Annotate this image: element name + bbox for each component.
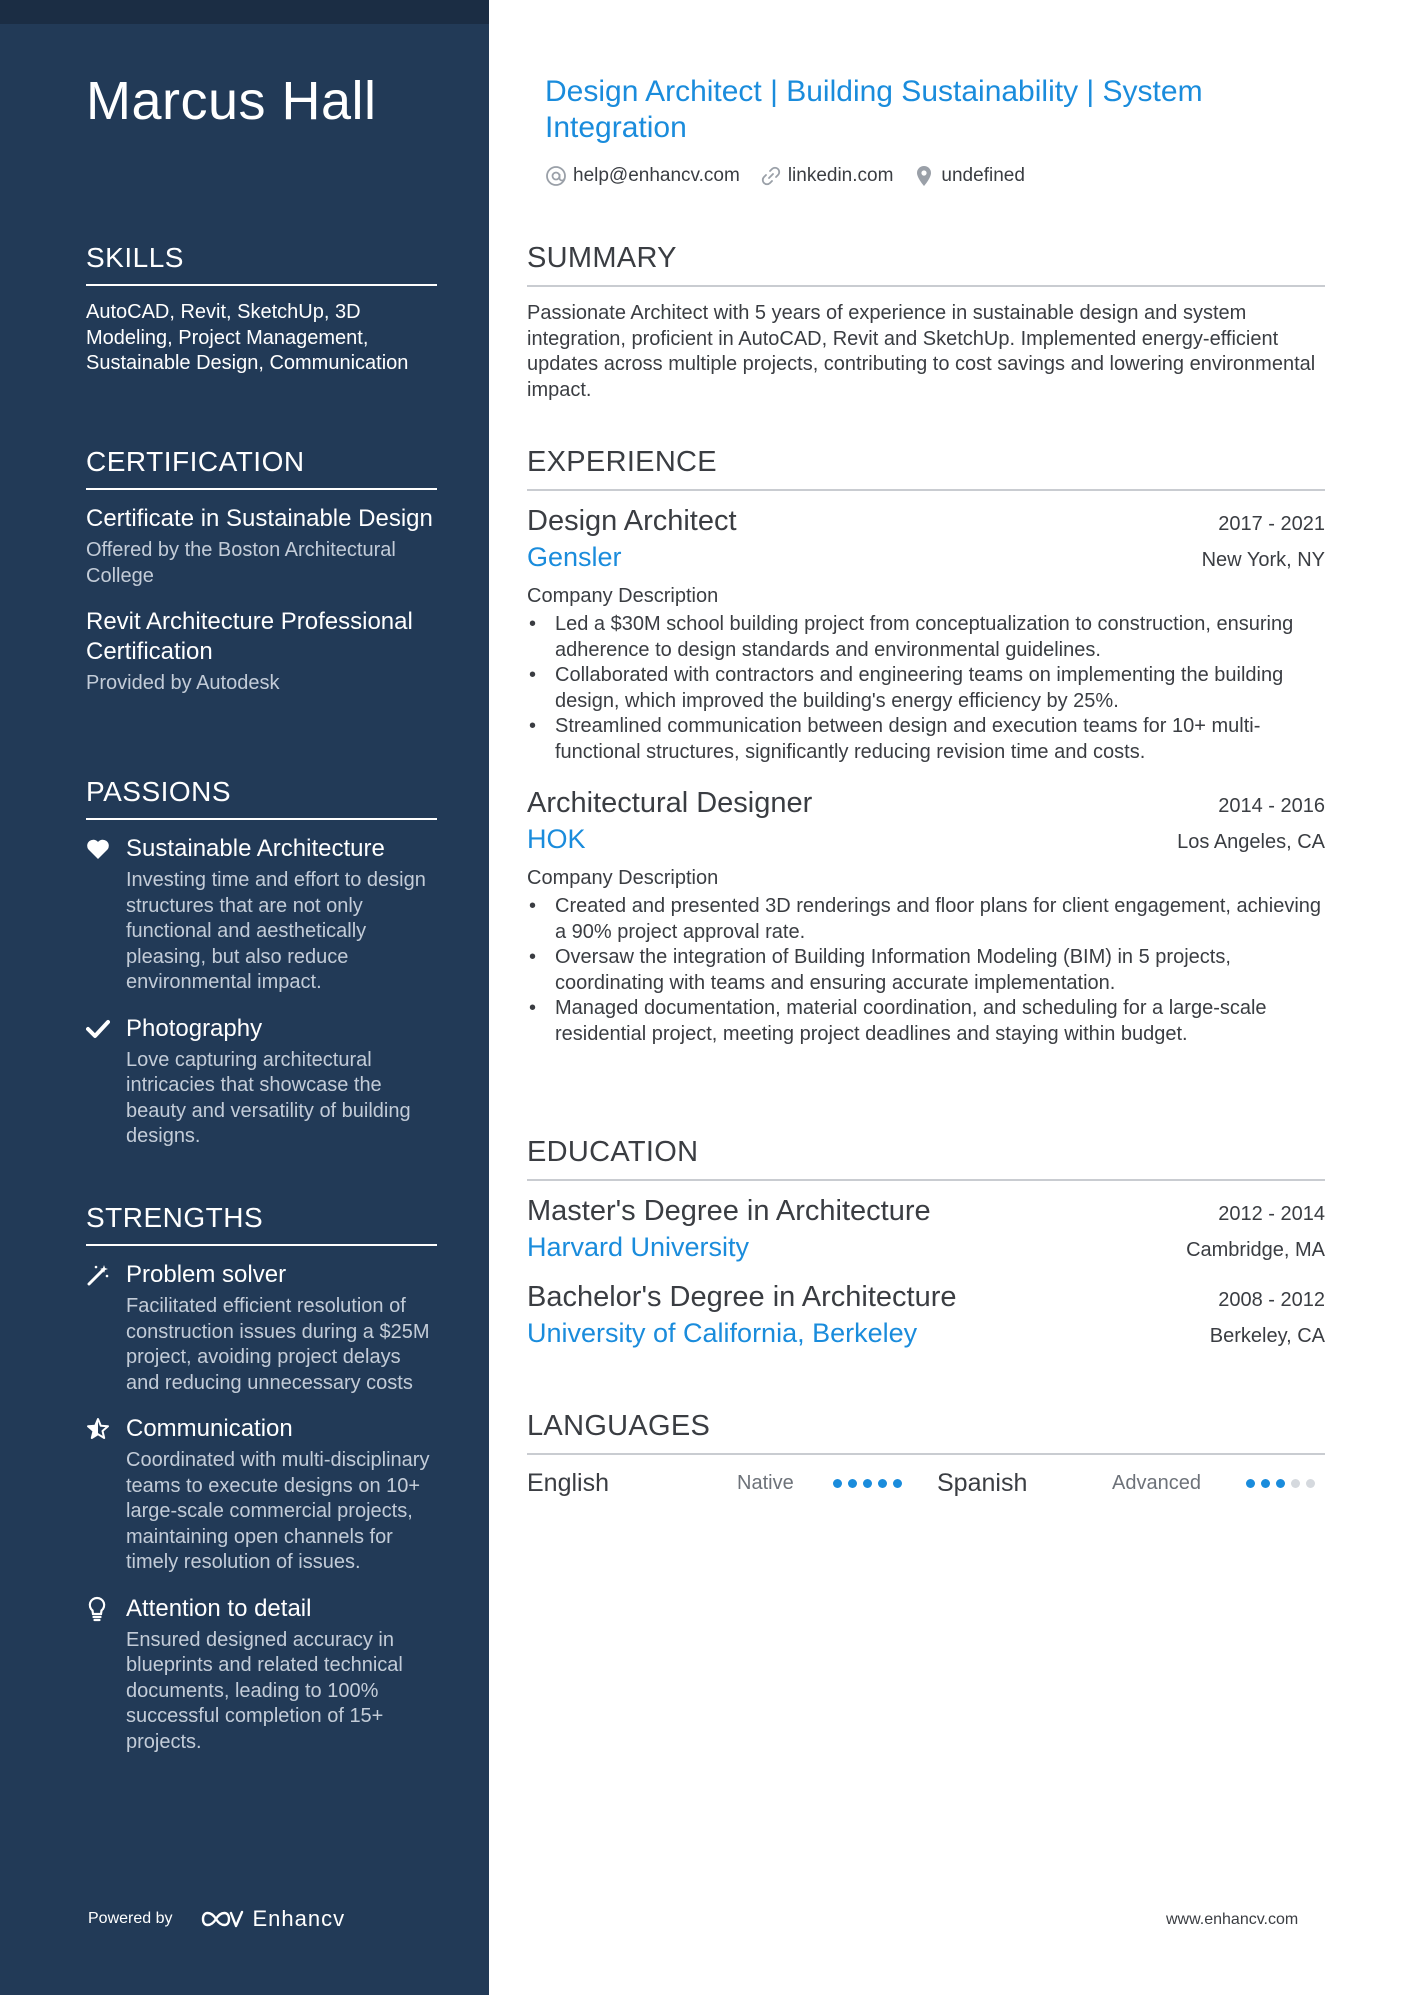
strength-title: Attention to detail: [126, 1594, 312, 1622]
star-icon: [86, 1414, 126, 1444]
job-bullet: • Led a $30M school building project from conceptualization to construction, ensuring adherence to design standards and environmental guidelines.: [527, 612, 1325, 663]
magic-wand-icon: [86, 1260, 126, 1290]
job-bullet: • Created and presented 3D renderings and floor plans for client engagement, achieving a 90% project approval rate.: [527, 894, 1325, 945]
heart-icon: [86, 834, 126, 864]
job-bullet: • Managed documentation, material coordination, and scheduling for a large-scale residential project, meeting project deadlines and staying within budget.: [527, 996, 1325, 1047]
strength-title: Communication: [126, 1415, 293, 1442]
proficiency-dot-empty: [1291, 1479, 1300, 1488]
proficiency-dot-empty: [1306, 1479, 1315, 1488]
proficiency-dot-filled: [1276, 1479, 1285, 1488]
job-bullet: • Oversaw the integration of Building Information Modeling (BIM) in 5 projects, coordinating with teams and ensuring accurate implementation.: [527, 945, 1325, 996]
passion-description: Love capturing architectural intricacies that showcase the beauty and versatility of building designs.: [126, 1048, 411, 1147]
at-icon: [545, 165, 567, 187]
skills-heading: SKILLS: [86, 242, 437, 286]
summary-heading: SUMMARY: [527, 242, 1325, 287]
contact-location-text: undefined: [941, 165, 1025, 186]
languages-section: [527, 1410, 1325, 1498]
footer-url[interactable]: www.enhancv.com: [1166, 1911, 1299, 1928]
certification-title: Certificate in Sustainable Design: [86, 505, 433, 532]
certification-title: Revit Architecture Professional Certification: [86, 608, 413, 665]
job-role: Design Architect: [527, 505, 737, 537]
enhancv-logo[interactable]: [199, 1906, 346, 1932]
summary-text: Passionate Architect with 5 years of experience in sustainable design and system integration, proficient in AutoCAD, Revit and SketchUp. Implemented energy-efficient updates across multiple projects, contributing to cost savings and lowering environmental impact.: [527, 302, 1316, 401]
proficiency-dot-filled: [863, 1479, 872, 1488]
enhancv-brand: Enhancv: [252, 1906, 346, 1931]
passions-heading: PASSIONS: [86, 776, 437, 820]
certification-item: [86, 504, 437, 589]
language-name: Spanish: [937, 1469, 1028, 1497]
education-school: Harvard University: [527, 1232, 750, 1262]
experience-section: [527, 446, 1325, 1047]
education-entry: [527, 1195, 1325, 1263]
job-company: Gensler: [527, 542, 622, 572]
job-bullets: [527, 894, 1325, 1047]
contact-linkedin-text: linkedin.com: [787, 165, 894, 186]
languages-row: [527, 1469, 1325, 1498]
proficiency-dot-filled: [878, 1479, 887, 1488]
powered-by-label: Powered by: [88, 1910, 173, 1927]
certification-issuer: Offered by the Boston Architectural College: [86, 539, 396, 587]
job-role: Architectural Designer: [527, 787, 813, 819]
language-level: Native: [737, 1472, 794, 1494]
company-description-label: Company Description: [527, 585, 719, 607]
contact-email-text: help@enhancv.com: [573, 165, 740, 186]
language-name: English: [527, 1469, 609, 1497]
strength-item: [86, 1594, 437, 1756]
sidebar-top-strip: [0, 0, 489, 24]
contact-linkedin[interactable]: [760, 165, 894, 187]
check-icon: [86, 1014, 126, 1044]
strength-description: Facilitated efficient resolution of construction issues during a $25M project, avoiding project delays and reducing unnecessary costs: [126, 1295, 430, 1394]
education-location: Berkeley, CA: [1209, 1325, 1325, 1347]
education-degree: Bachelor's Degree in Architecture: [527, 1281, 957, 1313]
education-entry: [527, 1281, 1325, 1349]
job-dates: 2017 - 2021: [1218, 513, 1325, 535]
link-icon: [760, 165, 782, 187]
passion-title: Sustainable Architecture: [126, 835, 385, 862]
job-location: New York, NY: [1201, 549, 1325, 571]
candidate-name: Marcus Hall: [86, 71, 377, 131]
languages-heading: LANGUAGES: [527, 1410, 1325, 1455]
strengths-heading: STRENGTHS: [86, 1202, 437, 1246]
strength-description: Ensured designed accuracy in blueprints and related technical documents, leading to 100% successful completion of 15+ projects.: [126, 1628, 403, 1753]
job-dates: 2014 - 2016: [1218, 795, 1325, 817]
job-bullet: • Streamlined communication between design and execution teams for 10+ multi-functional structures, significantly reducing revision time and costs.: [527, 714, 1325, 765]
powered-by: [88, 1906, 345, 1932]
passion-item: [86, 1014, 437, 1150]
proficiency-dot-filled: [893, 1479, 902, 1488]
passions-section: [86, 776, 437, 1150]
enhancv-logo-icon: [199, 1907, 245, 1931]
job-entry: [527, 505, 1325, 765]
location-pin-icon: [913, 164, 935, 188]
education-heading: EDUCATION: [527, 1136, 1325, 1181]
strength-description: Coordinated with multi-disciplinary teams to execute designs on 10+ large-scale commercial projects, maintaining open channels for timely resolution of issues.: [126, 1449, 430, 1573]
certification-issuer: Provided by Autodesk: [86, 672, 280, 694]
education-dates: 2012 - 2014: [1218, 1203, 1325, 1225]
skills-section: [86, 242, 437, 377]
passion-item: [86, 834, 437, 996]
language-proficiency-dots: [1240, 1479, 1315, 1488]
passion-description: Investing time and effort to design structures that are not only functional and aesthetically pleasing, but also reduce environmental impact.: [126, 869, 426, 993]
contact-location: [913, 164, 1024, 188]
strength-item: [86, 1260, 437, 1396]
sidebar: [0, 0, 489, 1995]
proficiency-dot-filled: [848, 1479, 857, 1488]
certification-heading: CERTIFICATION: [86, 446, 437, 490]
strength-title: Problem solver: [126, 1261, 287, 1288]
job-entry: [527, 787, 1325, 1047]
company-description-label: Company Description: [527, 867, 719, 889]
education-dates: 2008 - 2012: [1218, 1289, 1325, 1311]
education-location: Cambridge, MA: [1186, 1239, 1325, 1261]
experience-heading: EXPERIENCE: [527, 446, 1325, 491]
proficiency-dot-filled: [1246, 1479, 1255, 1488]
strengths-section: [86, 1202, 437, 1755]
education-section: [527, 1136, 1325, 1349]
proficiency-dot-filled: [833, 1479, 842, 1488]
certification-section: [86, 446, 437, 697]
job-bullet: • Collaborated with contractors and engineering teams on implementing the building design, which improved the building's energy efficiency by 25%.: [527, 663, 1325, 714]
education-school: University of California, Berkeley: [527, 1318, 918, 1348]
language-proficiency-dots: [827, 1479, 937, 1488]
contact-info: [545, 164, 1045, 188]
contact-email[interactable]: [545, 165, 740, 187]
education-degree: Master's Degree in Architecture: [527, 1195, 931, 1227]
skills-text: AutoCAD, Revit, SketchUp, 3D Modeling, Project Management, Sustainable Design, Communication: [86, 301, 409, 374]
job-company: HOK: [527, 824, 586, 854]
certification-item: [86, 607, 437, 697]
strength-item: [86, 1414, 437, 1576]
passion-title: Photography: [126, 1014, 263, 1042]
job-location: Los Angeles, CA: [1177, 831, 1325, 853]
headline: Design Architect | Building Sustainability | System Integration: [545, 75, 1203, 144]
lightbulb-icon: [86, 1594, 126, 1624]
proficiency-dot-filled: [1261, 1479, 1270, 1488]
job-bullets: [527, 612, 1325, 765]
summary-section: [527, 242, 1325, 403]
language-level: Advanced: [1112, 1472, 1201, 1494]
